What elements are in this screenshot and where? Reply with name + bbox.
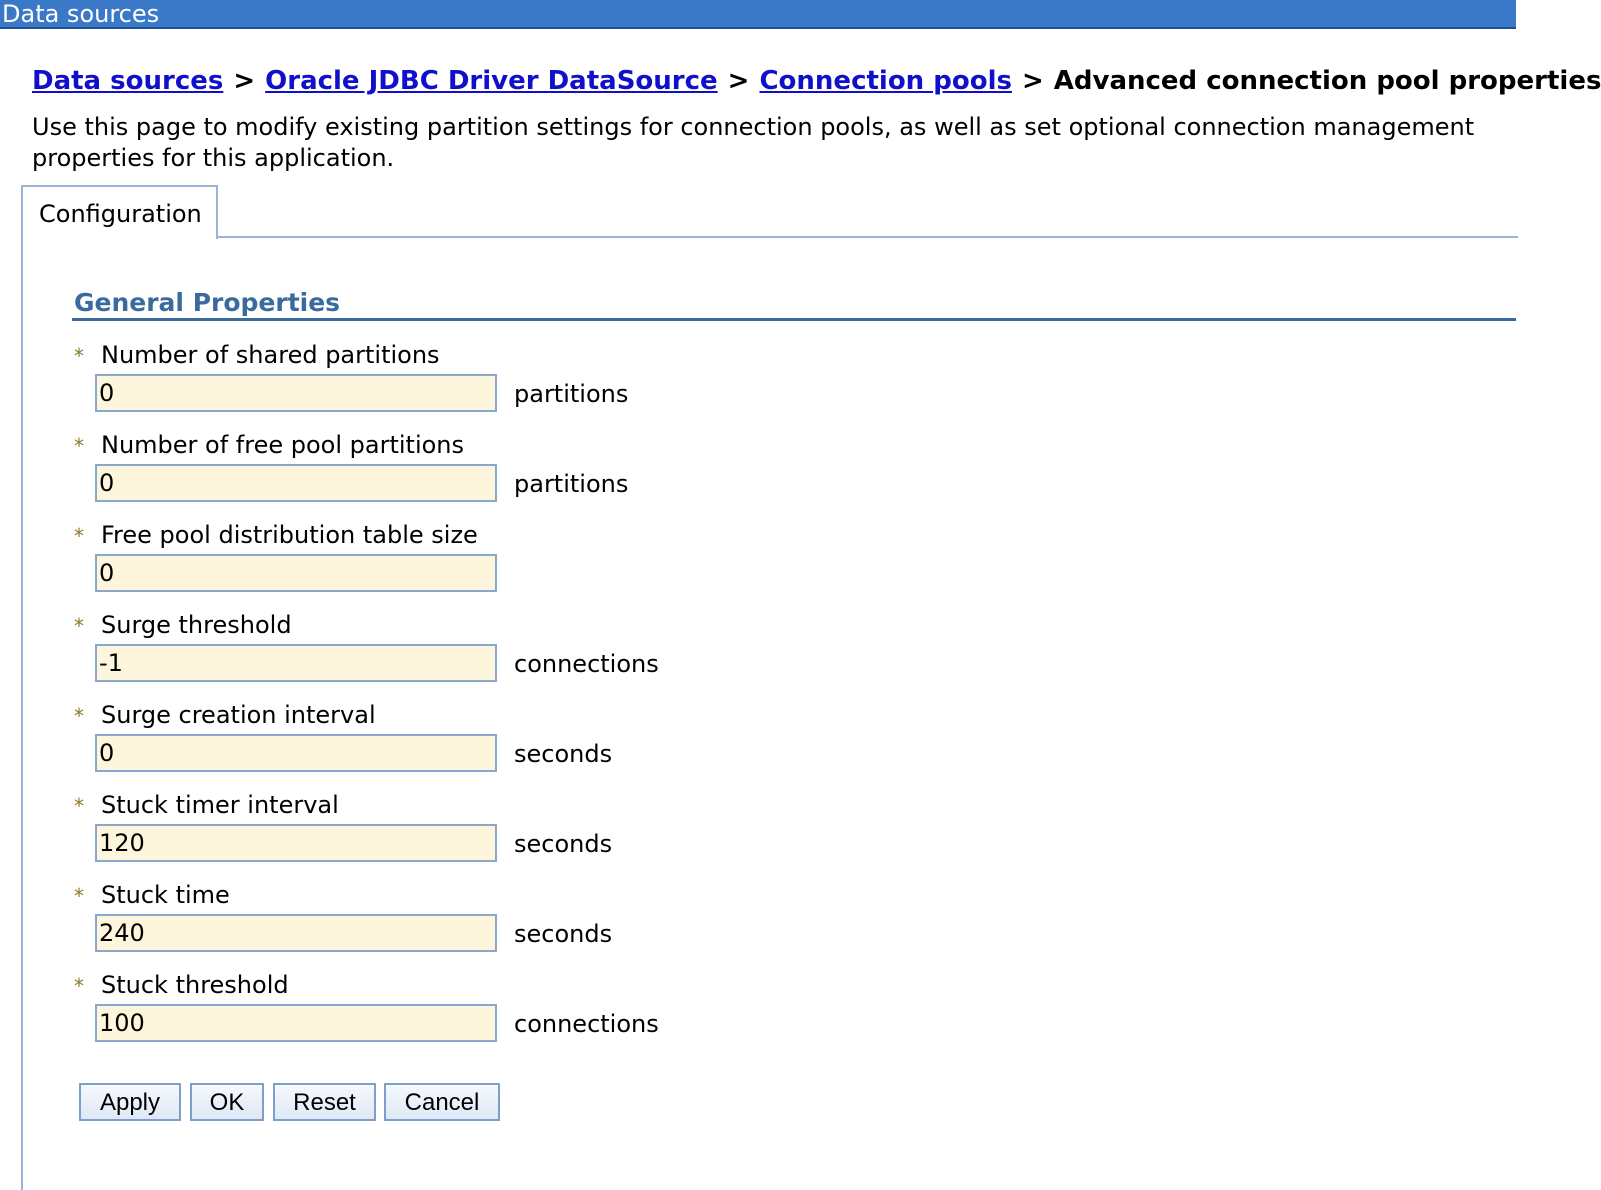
required-icon: *	[74, 524, 84, 548]
field-surge-threshold	[74, 610, 874, 700]
stuck-time-input[interactable]	[95, 914, 497, 952]
tab-strip-border	[218, 236, 1518, 238]
section-title: General Properties	[74, 288, 341, 317]
field-label: Surge creation interval	[101, 701, 376, 729]
required-icon: *	[74, 704, 84, 728]
breadcrumb-link-oracle-jdbc-datasource[interactable]: Oracle JDBC Driver DataSource	[265, 66, 718, 96]
field-label: Stuck threshold	[101, 971, 289, 999]
reset-button[interactable]: Reset	[273, 1083, 376, 1121]
field-unit: connections	[514, 650, 659, 678]
required-icon: *	[74, 794, 84, 818]
free-pool-partitions-input[interactable]	[95, 464, 497, 502]
field-unit: connections	[514, 1010, 659, 1038]
breadcrumb-link-data-sources[interactable]: Data sources	[32, 66, 224, 96]
field-unit: seconds	[514, 740, 613, 768]
breadcrumb-separator: >	[727, 66, 750, 96]
field-stuck-timer-interval	[74, 790, 874, 880]
ok-button[interactable]: OK	[190, 1083, 264, 1121]
page-description: Use this page to modify existing partition settings for connection pools, as well as set optional connection management properties for this application.	[32, 113, 1475, 172]
window-title: Data sources	[2, 0, 160, 28]
field-unit: partitions	[514, 380, 629, 408]
field-free-pool-distribution-table-size	[74, 520, 874, 610]
field-label: Stuck time	[101, 881, 230, 909]
tab-configuration[interactable]	[21, 185, 218, 239]
field-unit: seconds	[514, 920, 613, 948]
panel-border	[21, 237, 23, 1190]
required-icon: *	[74, 614, 84, 638]
field-free-pool-partitions	[74, 430, 874, 520]
breadcrumb-separator: >	[1021, 66, 1044, 96]
field-stuck-threshold	[74, 970, 874, 1060]
distribution-table-size-input[interactable]	[95, 554, 497, 592]
shared-partitions-input[interactable]	[95, 374, 497, 412]
breadcrumb	[32, 64, 1601, 98]
breadcrumb-separator: >	[233, 66, 256, 96]
required-icon: *	[74, 344, 84, 368]
field-label: Surge threshold	[101, 611, 292, 639]
field-unit: partitions	[514, 470, 629, 498]
required-icon: *	[74, 974, 84, 998]
field-label: Free pool distribution table size	[101, 521, 478, 549]
cancel-button[interactable]: Cancel	[384, 1083, 500, 1121]
required-icon: *	[74, 884, 84, 908]
field-label: Number of free pool partitions	[101, 431, 465, 459]
apply-button[interactable]: Apply	[79, 1083, 181, 1121]
surge-creation-interval-input[interactable]	[95, 734, 497, 772]
stuck-threshold-input[interactable]	[95, 1004, 497, 1042]
window-title-bar	[0, 0, 1516, 29]
breadcrumb-link-connection-pools[interactable]: Connection pools	[759, 66, 1012, 96]
required-icon: *	[74, 434, 84, 458]
stuck-timer-interval-input[interactable]	[95, 824, 497, 862]
field-unit: seconds	[514, 830, 613, 858]
tab-configuration-label: Configuration	[39, 200, 202, 228]
field-label: Number of shared partitions	[101, 341, 440, 369]
field-label: Stuck timer interval	[101, 791, 339, 819]
field-surge-creation-interval	[74, 700, 874, 790]
field-shared-partitions	[74, 340, 874, 430]
field-stuck-time	[74, 880, 874, 970]
breadcrumb-current: Advanced connection pool properties	[1053, 66, 1601, 96]
surge-threshold-input[interactable]	[95, 644, 497, 682]
section-divider	[72, 318, 1516, 321]
